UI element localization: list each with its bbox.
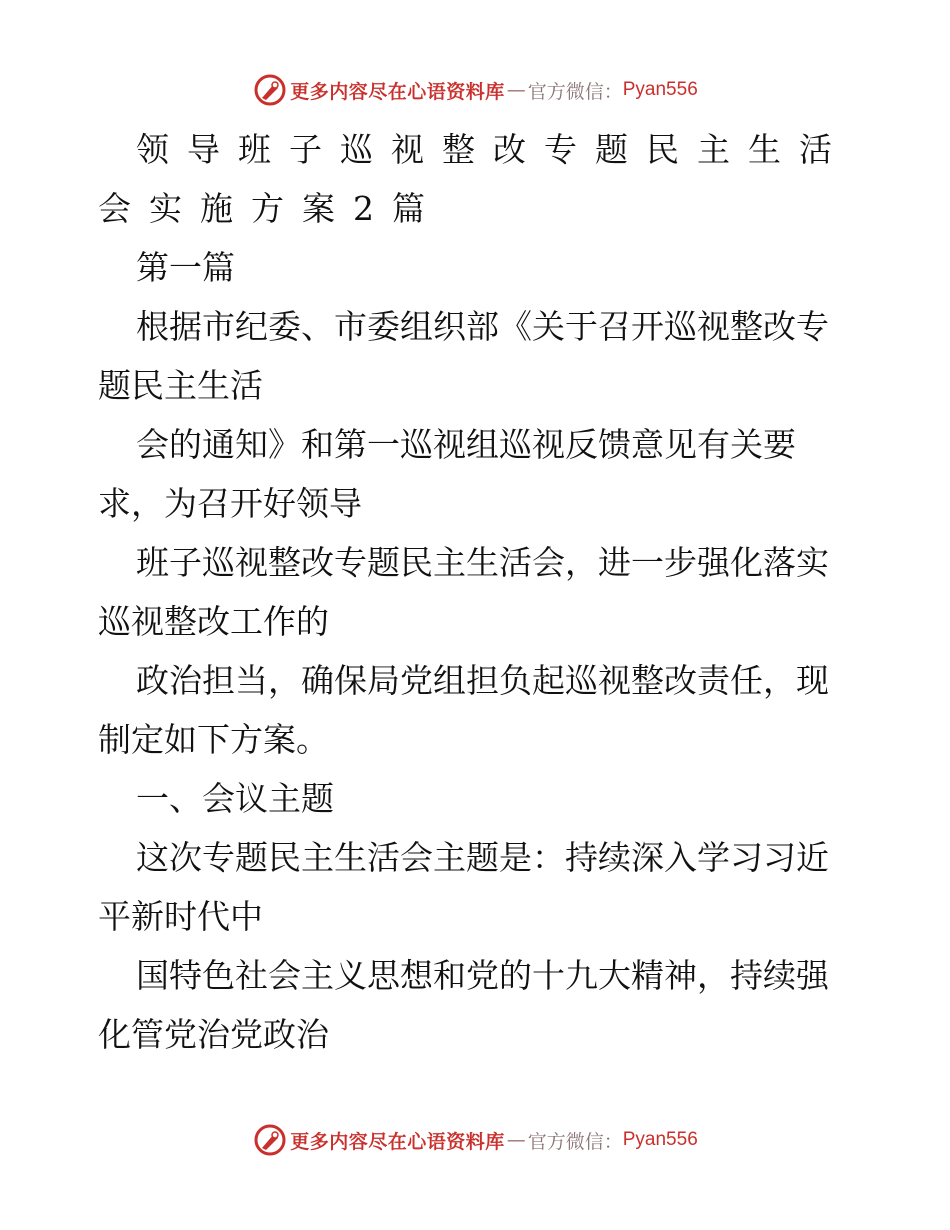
pen-nib-logo-icon: [252, 1122, 288, 1158]
document-text-line: 求，为召开好领导: [98, 484, 362, 523]
document-text-line: 会的通知》和第一巡视组巡视反馈意见有关要: [136, 425, 796, 464]
document-text-line: 化管党治党政治: [98, 1015, 329, 1054]
banner-dash: —: [506, 1129, 526, 1151]
document-text-line: 一、会议主题: [136, 779, 334, 818]
document-text-line: 制定如下方案。: [98, 720, 329, 759]
banner-brand-text: 更多内容尽在心语资料库: [290, 80, 505, 103]
document-title-line: 领导班子巡视整改专题民主生活: [136, 130, 850, 169]
banner-wechat-id: Pyan556: [622, 1129, 698, 1150]
banner-official-label: 官方微信：: [527, 1130, 623, 1153]
document-body: [98, 120, 853, 1064]
document-text-line: 巡视整改工作的: [98, 602, 329, 641]
document-text-line: 平新时代中: [98, 897, 263, 936]
document-title-line: 会实施方案2篇: [98, 189, 443, 228]
banner-brand-text: 更多内容尽在心语资料库: [290, 1130, 505, 1153]
document-text-line: 国特色社会主义思想和党的十九大精神，持续强: [136, 956, 829, 995]
document-text-line: 政治担当，确保局党组担负起巡视整改责任，现: [136, 661, 829, 700]
document-text-line: 班子巡视整改专题民主生活会，进一步强化落实: [136, 543, 829, 582]
document-text-line: 根据市纪委、市委组织部《关于召开巡视整改专: [136, 307, 829, 346]
banner-dash: —: [506, 79, 526, 101]
banner-wechat-id: Pyan556: [622, 79, 698, 100]
document-text-line: 题民主生活: [98, 366, 263, 405]
document-text-line: 这次专题民主生活会主题是：持续深入学习习近: [136, 838, 829, 877]
banner-official-label: 官方微信：: [527, 80, 623, 103]
footer-watermark-banner: [0, 1120, 950, 1160]
header-watermark-banner: [0, 70, 950, 110]
document-text-line: 第一篇: [136, 248, 235, 287]
pen-nib-logo-icon: [252, 72, 288, 108]
